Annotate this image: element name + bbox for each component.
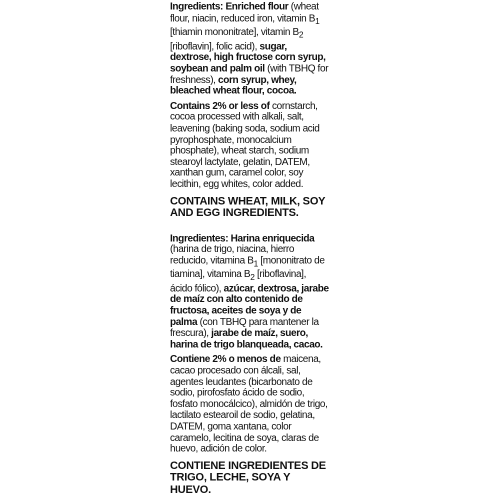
english-minor-heading: Contains 2% or less of (170, 101, 270, 112)
spanish-ingredients-paragraph (170, 233, 330, 351)
english-ingredients-text: (wheat flour, niacin, reduced iron, vitamin B (170, 2, 319, 24)
vitamin-b1-subscript: 1 (253, 258, 258, 268)
spanish-ingredients-bold-text: azúcar, dextrosa, jarabe de maíz con alto contenido de fructosa, aceites de soya y de palma (170, 283, 329, 328)
english-ingredients-text: [thiamin mononitrate], vitamin B (170, 27, 299, 38)
english-ingredients-heading: Ingredients: Enriched flour (170, 2, 289, 13)
spanish-allergen-statement: CONTIENE INGREDIENTES DE TRIGO, LECHE, SOYA Y HUEVO. (170, 460, 326, 496)
english-ingredients-bold-text: sugar, dextrose, high fructose corn syrup, soybean and palm oil (170, 41, 326, 75)
spanish-ingredients-text: (harina de trigo, niacina, hierro reducido, vitamina B (170, 244, 295, 267)
english-minor-ingredients-paragraph (170, 101, 330, 190)
spanish-ingredients-text: [riboflavina], ácido fólico), (170, 269, 307, 295)
english-ingredients-text: [riboflavin], folic acid), (170, 41, 260, 52)
language-divider (170, 220, 330, 234)
english-ingredients-text: (with TBHQ for freshness), (170, 63, 329, 86)
ingredients-label-panel (170, 2, 330, 496)
english-ingredients-bold-text: corn syrup, whey, bleached wheat flour, cocoa. (170, 74, 297, 97)
spanish-ingredients-text: (con TBHQ para mantener la frescura), (170, 317, 319, 339)
vitamin-b2-subscript: 2 (298, 30, 304, 40)
spanish-minor-heading: Contiene 2% o menos de (170, 354, 281, 366)
english-minor-text: cornstarch, cocoa processed with alkali, salt, leavening (baking soda, sodium acid pyrophosphate, monocalcium phosphate), wheat starch, sodium stearoyl lactylate, gelatin, DATEM, xanthan gum, caramel color, soy lecithin, egg whites, color added. (170, 101, 320, 191)
vitamin-b2-subscript: 2 (250, 272, 255, 283)
spanish-ingredients-text: [mononitrato de tiamina], vitamina B (170, 255, 325, 281)
english-allergen-statement: CONTAINS WHEAT, MILK, SOY AND EGG INGREDIENTS. (170, 195, 326, 220)
english-ingredients-paragraph (170, 2, 330, 97)
spanish-ingredients-bold-text: jarabe de maíz, suero, harina de trigo blanqueada, cacao. (170, 328, 323, 351)
vitamin-b1-subscript: 1 (315, 16, 320, 26)
spanish-minor-text: maicena, cacao procesado con álcali, sal, agentes leudantes (bicarbonato de sodio, pirofosfato ácido de sodio, fosfato monocálcico), almidón de trigo, lactilato estearoil de sodio, gelatina, DATEM, goma xantana, color caramelo, lecitina de soya, claras de huevo, adición de color. (170, 354, 328, 455)
spanish-ingredients-heading: Ingredientes: Harina enriquecida (170, 233, 315, 244)
spanish-minor-ingredients-paragraph (170, 355, 330, 456)
